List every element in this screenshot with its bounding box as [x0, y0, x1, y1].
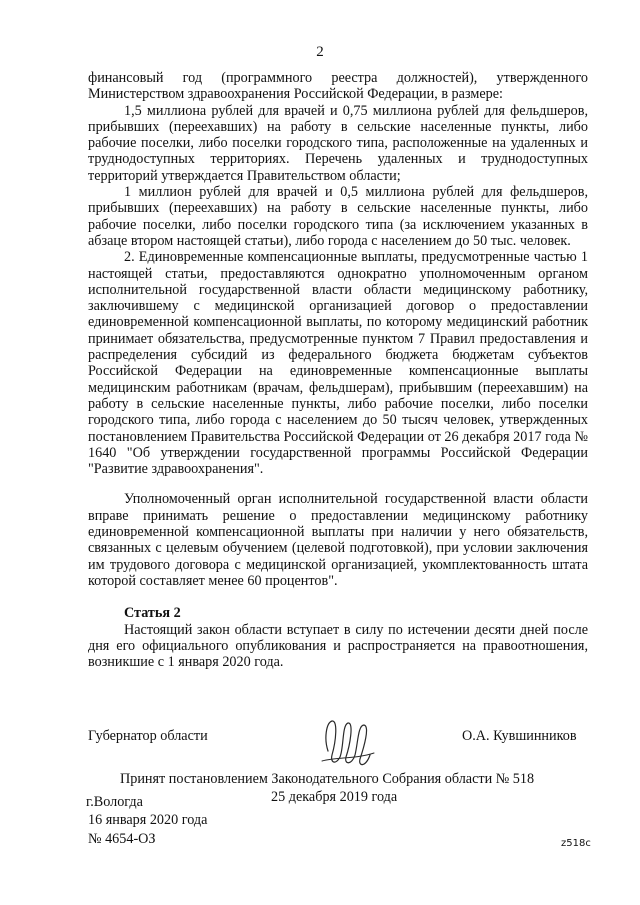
- adoption-date: 25 декабря 2019 года: [271, 789, 398, 805]
- adoption-resolution: Принят постановлением Законодательного Собрания области № 518: [120, 771, 535, 787]
- law-body: [88, 70, 588, 670]
- page-number: 2: [316, 44, 324, 60]
- article-title: Статья 2: [124, 605, 181, 622]
- document-code: z518c: [561, 838, 591, 849]
- paragraph-authorized-body: Уполномоченный орган исполнительной государственной власти области вправе принимать решение о предоставлении медицинскому работнику единовременной компенсационной выплаты при наличии у него обязательств, связанных с целевым обучением (целевой подготовкой), при условии заключения им трудового договора с медицинской организацией, укомплектованность штата которой составляет менее 60 процентов".: [88, 491, 588, 589]
- signatory-position: Губернатор области: [88, 728, 208, 744]
- article-text: Настоящий закон области вступает в силу по истечении десяти дней после дня его официального опубликования и распространяется на правоотношения, возникшие с 1 января 2020 года.: [88, 621, 588, 671]
- paragraph-amount-other: 1 миллион рублей для врачей и 0,5 миллиона рублей для фельдшеров, прибывших (переехавших) на работу в сельские населенные пункты, либо рабочие поселки, либо поселки городского типа (за исключением указанных в абзаце втором настоящей статьи), либо города с населением до 50 тыс. человек.: [88, 184, 588, 249]
- paragraph-part-2: 2. Единовременные компенсационные выплаты, предусмотренные частью 1 настоящей статьи, предоставляются однократно уполномоченным органом исполнительной государственной власти области медицинскому работнику, заключившему с медицинской организацией договор о предоставлении единовременной компенсационной выплаты, по которому медицинский работник принимает обязательства, предусмотренные пунктом 7 Правил предоставления и распределения субсидий из федерального бюджета бюджетам субъектов Российской Федерации на единовременные компенсационные выплаты медицинским работникам (врачам, фельдшерам), прибывшим (переехавшим) на работу в сельские населенные пункты, либо рабочие поселки, либо поселки городского типа, либо города с населением до 50 тысяч человек, утвержденных постановлением Правительства Российской Федерации от 26 декабря 2017 года № 1640 "Об утверждении государственной программы Российской Федерации "Развитие здравоохранения".: [88, 249, 588, 478]
- handwritten-signature: [318, 711, 378, 773]
- place-date: 16 января 2020 года: [88, 812, 208, 828]
- law-number: № 4654-ОЗ: [88, 831, 156, 847]
- paragraph-amount-remote: 1,5 миллиона рублей для врачей и 0,75 миллиона рублей для фельдшеров, прибывших (переехавших) на работу в сельские населенные пункты, либо рабочие поселки, либо поселки городского типа, расположенные на удаленных и труднодоступных территориях. Перечень удаленных и труднодоступных территорий утверждается Правительством области;: [88, 102, 588, 184]
- signatory-name: О.А. Кувшинников: [462, 728, 577, 744]
- paragraph-continuation: финансовый год (программного реестра должностей), утвержденного Министерством здравоохранения Российской Федерации, в размере:: [88, 70, 588, 103]
- place-city: г.Вологда: [86, 794, 143, 810]
